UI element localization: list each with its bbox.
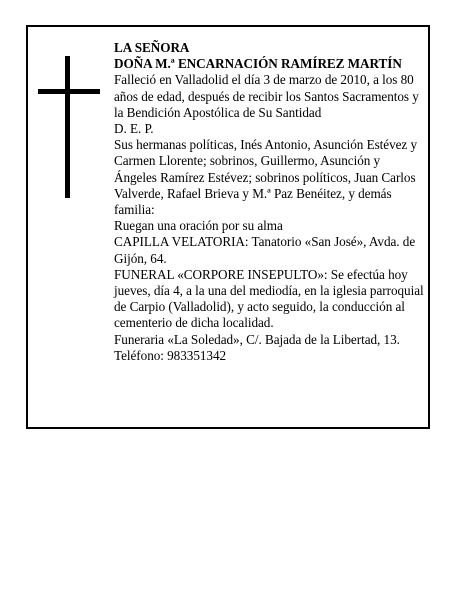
phone-number: Teléfono: 983351342 — [114, 347, 227, 363]
cross-vertical-bar — [65, 56, 70, 198]
family-members: Sus hermanas políticas, Inés Antonio, Asunción Estévez y Carmen Llorente; sobrinos, Guillermo, Asunción y Ángeles Ramírez Estévez; sobrinos políticos, Juan Carlos Valverde, Rafael Brieva y M.ª Paz Benéitez, y demás familia: — [114, 137, 418, 218]
rest-in-peace: D. E. P. — [114, 121, 154, 137]
chapel-info: CAPILLA VELATORIA: Tanatorio «San José», Avda. de Gijón, 64. — [114, 234, 416, 266]
obituary-text — [114, 40, 426, 364]
cross-icon — [38, 56, 100, 198]
obituary-notice — [26, 25, 430, 429]
prayer-request: Ruegan una oración por su alma — [114, 218, 283, 234]
death-announcement: Falleció en Valladolid el día 3 de marzo de 2010, a los 80 años de edad, después de recibir los Santos Sacramentos y la Bendición Apostólica de Su Santidad — [114, 72, 419, 120]
deceased-name: DOÑA M.ª ENCARNACIÓN RAMÍREZ MARTÍN — [114, 56, 402, 72]
funeral-info: FUNERAL «CORPORE INSEPULTO»: Se efectúa hoy jueves, día 4, a la una del mediodía, en la iglesia parroquial de Carpio (Valladolid), y acto seguido, la conducción al cementerio de dicha localidad. — [114, 266, 424, 331]
funeral-home: Funeraria «La Soledad», C/. Bajada de la Libertad, 13. — [114, 331, 400, 347]
cross-horizontal-bar — [38, 89, 100, 94]
honorific: LA SEÑORA — [114, 40, 190, 55]
